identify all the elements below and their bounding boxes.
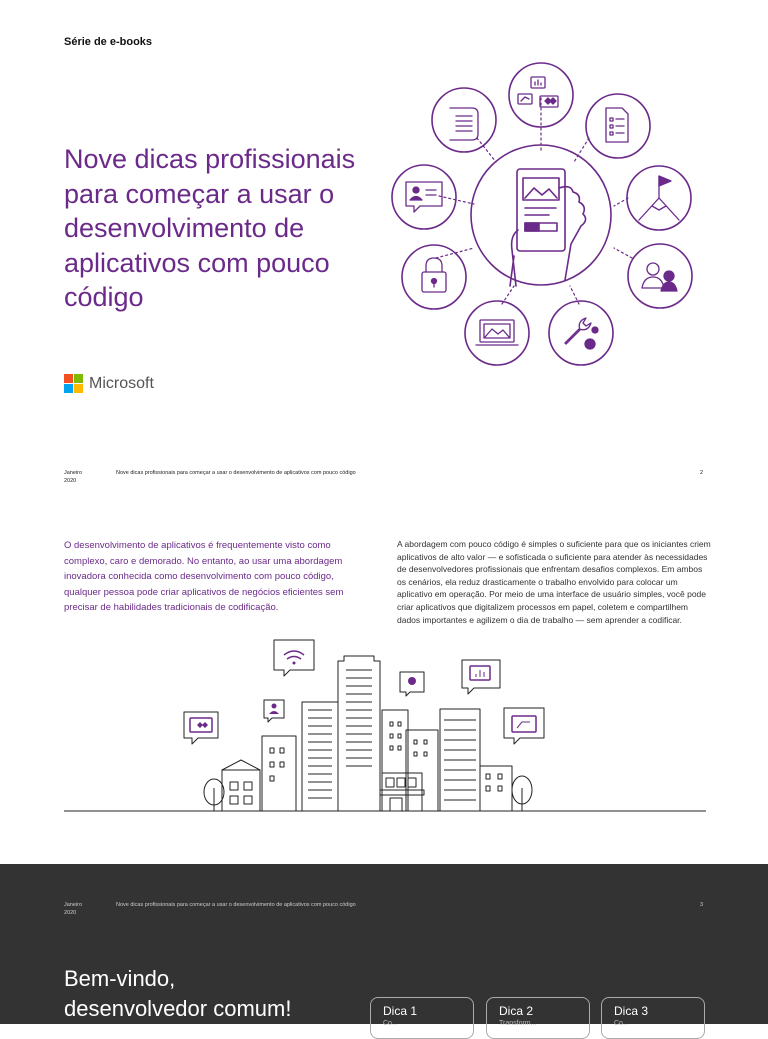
welcome-heading: Bem-vindo, desenvolvedor comum! [64, 966, 292, 1021]
page-title: Nove dicas profissionais para começar a usar o desenvolvimento de aplicativos com pouco código [64, 144, 356, 312]
series-label: Série de e-books [64, 36, 153, 48]
running-header: Nove dicas profissionais para começar a usar o desenvolvimento de aplicativos com pouco código [116, 902, 356, 908]
tip-subtitle: Co... [383, 1020, 398, 1027]
page-number: 2 [700, 470, 704, 476]
page-date: Janeiro 2020 [64, 470, 83, 484]
lead-paragraph: O desenvolvimento de aplicativos é frequentemente visto como complexo, caro e demorado. No entanto, ao usar uma abordagem inovadora conhecida como desenvolvimento com pouco código, qualquer pessoa pode criar aplicativos de negócios eficientes sem precisar de habilidades tradicionais de codificação. [64, 540, 344, 613]
gear-wrench-icon [565, 318, 598, 349]
tree-left [204, 779, 224, 811]
users-icon [642, 263, 677, 291]
tip-subtitle: Transform... [499, 1020, 537, 1027]
app-bubble-icon [184, 712, 218, 744]
tip-label: Dica 3 [614, 1004, 649, 1018]
tip-card-3[interactable] [601, 997, 705, 1039]
flag-mountain-icon [639, 176, 679, 220]
microsoft-logo [64, 374, 154, 393]
lock-icon [422, 258, 446, 292]
tip-card-2[interactable] [486, 997, 590, 1039]
tip-label: Dica 2 [499, 1004, 534, 1018]
brand-name: Microsoft [89, 374, 154, 392]
running-header: Nove dicas profissionais para começar a usar o desenvolvimento de aplicativos com pouco código [116, 470, 356, 476]
page-2 [0, 440, 768, 864]
page-cover [0, 0, 768, 440]
body-paragraph: A abordagem com pouco código é simples o suficiente para que os iniciantes criem aplicativos de alto valor — e sofisticada o suficiente para atender às necessidades de desenvolvedores profissionais que enfrentam desafios complexos. Em ambos os cenários, ela reduz drasticamente o trabalho envolvido para colocar um aplicativo em operação. Por meio de uma interface de usuário simples, você pode criar aplicativos que digitalizem processos em papel, coletem e compartilhem dados importantes e agilizem o dia de trabalho — sem aprender a codificar. [397, 539, 711, 625]
flow-bubble-icon [504, 708, 544, 744]
image-browser-icon [476, 320, 518, 345]
contact-card-icon [406, 182, 442, 212]
gear-bubble-icon [400, 672, 424, 696]
document-list-icon [606, 108, 628, 142]
tip-label: Dica 1 [383, 1004, 418, 1018]
page-number: 3 [700, 902, 704, 908]
wifi-bubble-icon [274, 640, 314, 676]
tree-right [512, 776, 532, 811]
tip-subtitle: Co... [614, 1020, 629, 1027]
page-3 [0, 864, 768, 1027]
chart-bubble-icon [462, 660, 500, 694]
scroll-icon [450, 108, 478, 140]
page-date: Janeiro 2020 [64, 902, 83, 916]
chart-icon [518, 77, 558, 107]
city-illustration [64, 630, 706, 820]
hero-illustration [384, 58, 704, 378]
microsoft-squares-icon [64, 374, 83, 393]
contact-bubble-icon [264, 700, 284, 722]
tip-card-1[interactable] [370, 997, 474, 1039]
phone-hand-icon [510, 169, 586, 286]
